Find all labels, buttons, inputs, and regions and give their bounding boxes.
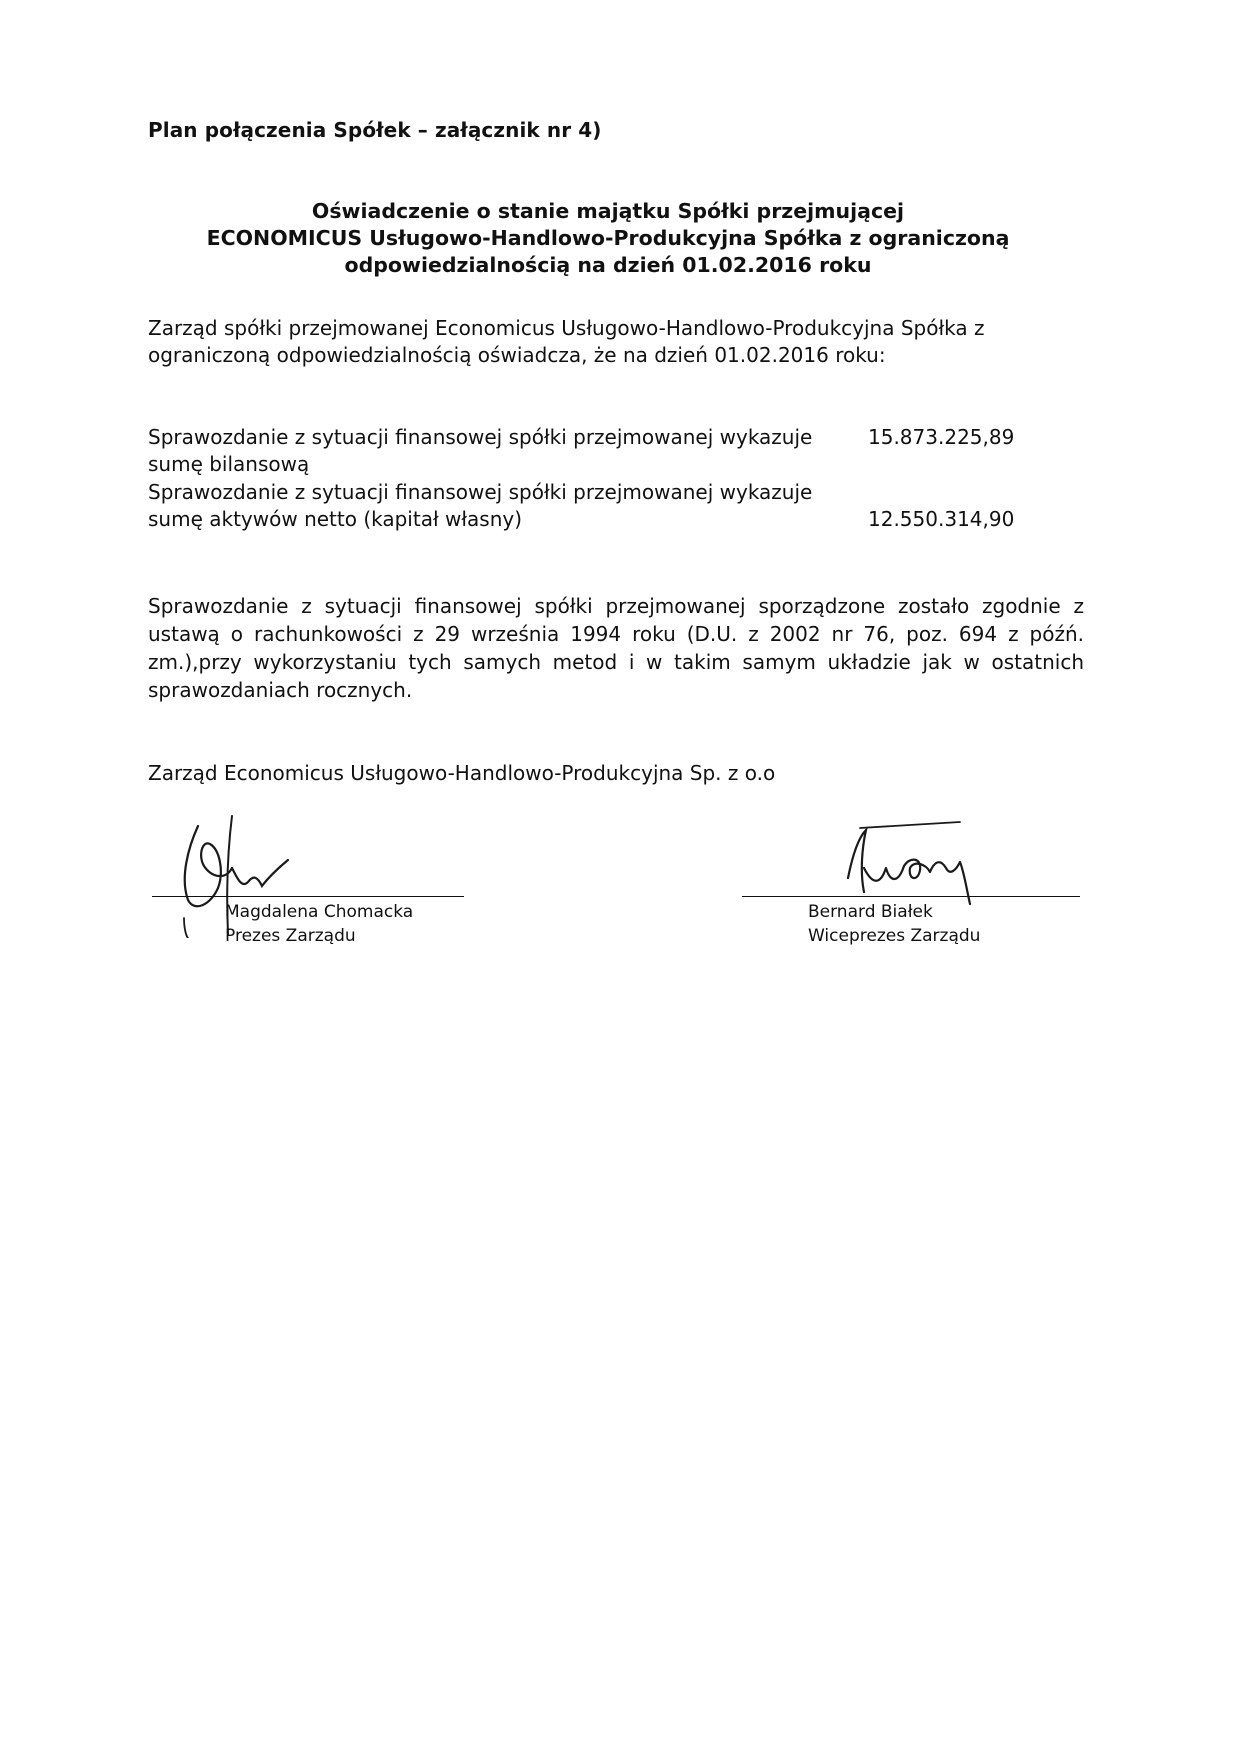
financial-value-net-assets: 12.550.314,90: [868, 507, 1015, 531]
financial-value-balance-sum: 15.873.225,89: [868, 425, 1015, 449]
signature-line: [742, 896, 1080, 897]
board-line: Zarząd Economicus Usługowo-Handlowo-Produkcyjna Sp. z o.o: [148, 761, 776, 785]
compliance-paragraph: Sprawozdanie z sytuacji finansowej spółki przejmowanej sporządzone zostało zgodnie z ustawą o rachunkowości z 29 września 1994 roku (D.U. z 2002 nr 76, poz. 694 z późń. zm.),przy wykorzystaniu tych samych metod i w takim samym układzie jak w ostatnich sprawozdaniach rocznych.: [148, 594, 1084, 702]
financial-label-line: sumę aktywów netto (kapitał własny): [148, 507, 523, 531]
title-line: Oświadczenie o stanie majątku Spółki przejmującej: [311, 199, 905, 223]
signatory-name: Magdalena Chomacka: [225, 902, 414, 922]
signatory-role: Prezes Zarządu: [225, 926, 356, 946]
intro-paragraph: [148, 315, 1048, 369]
signature-image-bialek: [800, 808, 990, 908]
financial-label-line: Sprawozdanie z sytuacji finansowej spółki przejmowanej wykazuje: [148, 425, 813, 449]
signatory-name: Bernard Białek: [808, 902, 933, 922]
signature-line: [152, 896, 464, 897]
financial-label-line: Sprawozdanie z sytuacji finansowej spółki przejmowanej wykazuje: [148, 480, 813, 504]
intro-line: ograniczoną odpowiedzialnością oświadcza, że na dzień 01.02.2016 roku:: [148, 343, 886, 367]
financial-item-balance-sum: [148, 424, 828, 478]
title-line: ECONOMICUS Usługowo-Handlowo-Produkcyjna Spółka z ograniczoną: [206, 226, 1010, 250]
statement-title: [148, 198, 1068, 279]
document-heading: Plan połączenia Spółek – załącznik nr 4): [148, 118, 602, 142]
financial-label: [148, 479, 828, 533]
signatory-role: Wiceprezes Zarządu: [808, 926, 981, 946]
financial-label: [148, 424, 828, 478]
financial-item-net-assets: [148, 479, 828, 533]
financial-label-line: sumę bilansową: [148, 452, 310, 476]
title-line: odpowiedzialnością na dzień 01.02.2016 roku: [344, 253, 872, 277]
intro-line: Zarząd spółki przejmowanej Economicus Usługowo-Handlowo-Produkcyjna Spółka z: [148, 316, 985, 340]
